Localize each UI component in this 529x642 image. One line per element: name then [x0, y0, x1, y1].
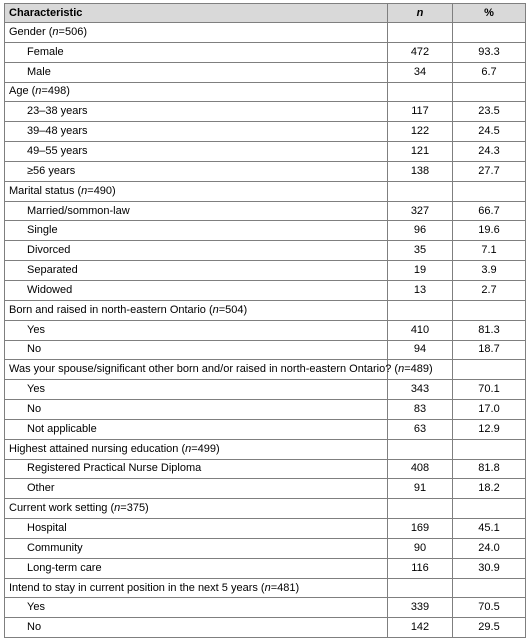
header-n: n [388, 4, 453, 23]
group-n-symbol: n [81, 184, 88, 197]
item-n: 138 [388, 161, 453, 181]
empty-cell [453, 181, 526, 201]
table-body [5, 23, 526, 638]
group-n-value: =498) [41, 85, 70, 98]
table-row [5, 241, 526, 261]
table-row [5, 261, 526, 281]
table-group-row [5, 82, 526, 102]
item-percent: 70.1 [453, 380, 526, 400]
group-n-symbol: n [35, 85, 42, 98]
item-percent: 70.5 [453, 598, 526, 618]
item-label: Divorced [5, 241, 388, 261]
item-label: Other [5, 479, 388, 499]
item-n: 90 [388, 538, 453, 558]
item-percent: 81.3 [453, 320, 526, 340]
table-row [5, 62, 526, 82]
group-n-value: =489) [404, 363, 433, 376]
group-label [5, 82, 388, 102]
empty-cell [453, 578, 526, 598]
item-n: 339 [388, 598, 453, 618]
item-label: No [5, 618, 388, 638]
item-percent: 24.0 [453, 538, 526, 558]
table-row [5, 538, 526, 558]
item-n: 19 [388, 261, 453, 281]
item-percent: 6.7 [453, 62, 526, 82]
group-n-symbol: n [212, 303, 219, 316]
table-group-row [5, 499, 526, 519]
table-row [5, 142, 526, 162]
item-label: Female [5, 42, 388, 62]
table-row [5, 221, 526, 241]
table-row [5, 479, 526, 499]
group-label-text: Intend to stay in current position in the next 5 years ( [9, 581, 265, 594]
table-row [5, 280, 526, 300]
empty-cell [388, 578, 453, 598]
item-n: 94 [388, 340, 453, 360]
item-label: Hospital [5, 519, 388, 539]
group-n-value: =490) [87, 184, 116, 197]
group-label-text: Born and raised in north-eastern Ontario ( [9, 303, 213, 316]
item-percent: 2.7 [453, 280, 526, 300]
item-n: 327 [388, 201, 453, 221]
empty-cell [388, 23, 453, 43]
demographics-table [4, 3, 526, 638]
item-percent: 30.9 [453, 558, 526, 578]
item-label: Community [5, 538, 388, 558]
item-label: ≥56 years [5, 161, 388, 181]
table-group-row [5, 439, 526, 459]
item-n: 83 [388, 400, 453, 420]
table-row [5, 459, 526, 479]
item-percent: 81.8 [453, 459, 526, 479]
item-n: 116 [388, 558, 453, 578]
group-label [5, 578, 388, 598]
group-n-symbol: n [114, 502, 121, 515]
table-row [5, 201, 526, 221]
group-label-text: Was your spouse/significant other born and/or raised in north-eastern Ontario? ( [9, 363, 399, 376]
item-percent: 45.1 [453, 519, 526, 539]
empty-cell [388, 181, 453, 201]
table-row [5, 380, 526, 400]
item-n: 63 [388, 419, 453, 439]
empty-cell [453, 82, 526, 102]
table-row [5, 340, 526, 360]
group-label [5, 360, 433, 380]
table-group-row [5, 360, 526, 380]
item-n: 122 [388, 122, 453, 142]
item-n: 91 [388, 479, 453, 499]
group-n-symbol: n [398, 363, 405, 376]
item-label: No [5, 400, 388, 420]
table-header-row [5, 4, 526, 23]
table-row [5, 102, 526, 122]
item-label: 23–38 years [5, 102, 388, 122]
item-n: 472 [388, 42, 453, 62]
item-label: No [5, 340, 388, 360]
group-label-text: Age ( [9, 85, 36, 98]
item-label: Yes [5, 598, 388, 618]
table-row [5, 419, 526, 439]
empty-cell [453, 499, 526, 519]
empty-cell [453, 360, 526, 380]
empty-cell [453, 300, 526, 320]
item-n: 343 [388, 380, 453, 400]
table-group-row [5, 578, 526, 598]
table-row [5, 122, 526, 142]
group-label-text: Marital status ( [9, 184, 82, 197]
table-row [5, 42, 526, 62]
item-label: Single [5, 221, 388, 241]
item-n: 117 [388, 102, 453, 122]
item-percent: 23.5 [453, 102, 526, 122]
item-n: 142 [388, 618, 453, 638]
group-label [5, 439, 388, 459]
item-n: 35 [388, 241, 453, 261]
group-label [5, 300, 388, 320]
item-label: Separated [5, 261, 388, 281]
group-label [5, 181, 388, 201]
empty-cell [388, 499, 453, 519]
empty-cell [453, 23, 526, 43]
group-n-value: =506) [58, 25, 87, 38]
table-row [5, 320, 526, 340]
group-n-value: =375) [120, 502, 149, 515]
group-label-text: Highest attained nursing education ( [9, 442, 186, 455]
table-row [5, 161, 526, 181]
item-percent: 18.7 [453, 340, 526, 360]
empty-cell [388, 300, 453, 320]
group-label [5, 499, 388, 519]
group-label [5, 23, 388, 43]
item-label: 49–55 years [5, 142, 388, 162]
item-percent: 17.0 [453, 400, 526, 420]
group-n-value: =504) [218, 303, 248, 316]
item-percent: 93.3 [453, 42, 526, 62]
item-percent: 7.1 [453, 241, 526, 261]
empty-cell [388, 439, 453, 459]
group-n-symbol: n [185, 442, 192, 455]
item-label: Widowed [5, 280, 388, 300]
item-n: 169 [388, 519, 453, 539]
table-row [5, 558, 526, 578]
item-percent: 29.5 [453, 618, 526, 638]
item-label: Male [5, 62, 388, 82]
item-label: 39–48 years [5, 122, 388, 142]
item-label: Registered Practical Nurse Diploma [5, 459, 388, 479]
item-percent: 18.2 [453, 479, 526, 499]
item-percent: 66.7 [453, 201, 526, 221]
table-group-row [5, 181, 526, 201]
table-row [5, 618, 526, 638]
group-n-value: =481) [270, 581, 300, 594]
item-n: 96 [388, 221, 453, 241]
group-n-symbol: n [264, 581, 271, 594]
item-percent: 3.9 [453, 261, 526, 281]
table-group-row [5, 300, 526, 320]
table-row [5, 400, 526, 420]
group-label-text: Gender ( [9, 25, 53, 38]
item-label: Yes [5, 320, 388, 340]
table-row [5, 598, 526, 618]
item-n: 408 [388, 459, 453, 479]
item-percent: 27.7 [453, 161, 526, 181]
group-n-symbol: n [52, 25, 59, 38]
item-label: Yes [5, 380, 388, 400]
item-n: 121 [388, 142, 453, 162]
group-label-text: Current work setting ( [9, 502, 115, 515]
empty-cell [453, 439, 526, 459]
item-percent: 24.3 [453, 142, 526, 162]
item-percent: 24.5 [453, 122, 526, 142]
item-percent: 12.9 [453, 419, 526, 439]
header-characteristic: Characteristic [5, 4, 388, 23]
item-n: 410 [388, 320, 453, 340]
item-label: Long-term care [5, 558, 388, 578]
item-percent: 19.6 [453, 221, 526, 241]
table-row [5, 519, 526, 539]
item-label: Married/sommon-law [5, 201, 388, 221]
empty-cell [388, 82, 453, 102]
item-n: 34 [388, 62, 453, 82]
table-group-row [5, 23, 526, 43]
item-label: Not applicable [5, 419, 388, 439]
group-n-value: =499) [191, 442, 220, 455]
item-n: 13 [388, 280, 453, 300]
header-percent: % [453, 4, 526, 23]
